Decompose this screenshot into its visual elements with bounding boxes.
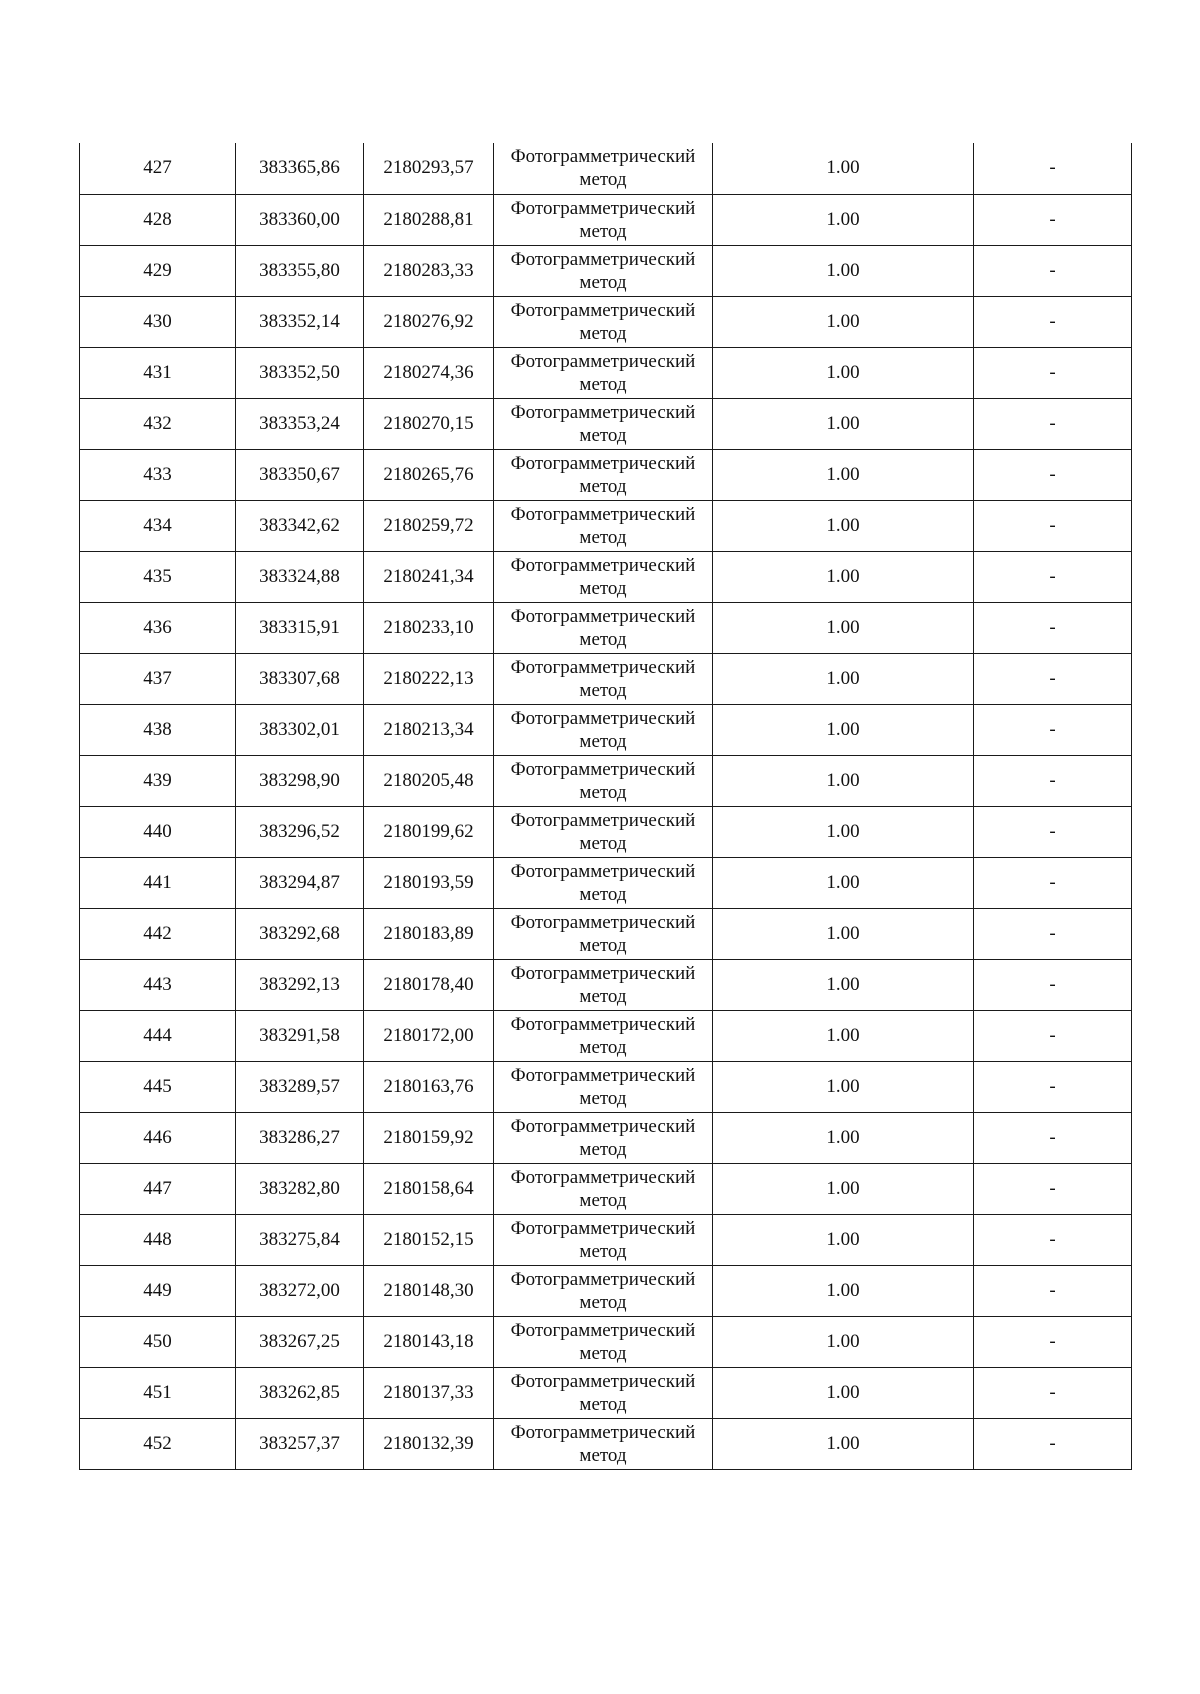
x-coordinate-cell: 383292,13 — [236, 959, 364, 1010]
y-coordinate-cell: 2180183,89 — [364, 908, 494, 959]
y-coordinate-cell: 2180152,15 — [364, 1214, 494, 1265]
accuracy-cell: 1.00 — [713, 1265, 974, 1316]
method-cell: Фотограмметрический метод — [494, 296, 713, 347]
method-cell: Фотограмметрический метод — [494, 908, 713, 959]
x-coordinate-cell: 383315,91 — [236, 602, 364, 653]
method-cell: Фотограмметрический метод — [494, 959, 713, 1010]
y-coordinate-cell: 2180241,34 — [364, 551, 494, 602]
y-coordinate-cell: 2180288,81 — [364, 194, 494, 245]
note-cell: - — [974, 653, 1132, 704]
point-number-cell: 443 — [80, 959, 236, 1010]
x-coordinate-cell: 383292,68 — [236, 908, 364, 959]
x-coordinate-cell: 383352,50 — [236, 347, 364, 398]
table-row — [80, 704, 1132, 755]
x-coordinate-cell: 383342,62 — [236, 500, 364, 551]
y-coordinate-cell: 2180163,76 — [364, 1061, 494, 1112]
method-cell: Фотограмметрический метод — [494, 1163, 713, 1214]
table-row — [80, 143, 1132, 194]
x-coordinate-cell: 383267,25 — [236, 1316, 364, 1367]
note-cell: - — [974, 1061, 1132, 1112]
accuracy-cell: 1.00 — [713, 1010, 974, 1061]
point-number-cell: 438 — [80, 704, 236, 755]
y-coordinate-cell: 2180265,76 — [364, 449, 494, 500]
y-coordinate-cell: 2180213,34 — [364, 704, 494, 755]
point-number-cell: 442 — [80, 908, 236, 959]
note-cell: - — [974, 245, 1132, 296]
point-number-cell: 428 — [80, 194, 236, 245]
note-cell: - — [974, 1367, 1132, 1418]
note-cell: - — [974, 1418, 1132, 1469]
method-cell: Фотограмметрический метод — [494, 1265, 713, 1316]
accuracy-cell: 1.00 — [713, 500, 974, 551]
accuracy-cell: 1.00 — [713, 602, 974, 653]
point-number-cell: 427 — [80, 143, 236, 194]
point-number-cell: 429 — [80, 245, 236, 296]
x-coordinate-cell: 383286,27 — [236, 1112, 364, 1163]
note-cell: - — [974, 1112, 1132, 1163]
method-cell: Фотограмметрический метод — [494, 1418, 713, 1469]
accuracy-cell: 1.00 — [713, 857, 974, 908]
table-row — [80, 245, 1132, 296]
x-coordinate-cell: 383275,84 — [236, 1214, 364, 1265]
method-cell: Фотограмметрический метод — [494, 806, 713, 857]
point-number-cell: 445 — [80, 1061, 236, 1112]
point-number-cell: 450 — [80, 1316, 236, 1367]
method-cell: Фотограмметрический метод — [494, 1214, 713, 1265]
table-row — [80, 398, 1132, 449]
method-cell: Фотограмметрический метод — [494, 1010, 713, 1061]
table-row — [80, 1010, 1132, 1061]
accuracy-cell: 1.00 — [713, 1418, 974, 1469]
point-number-cell: 439 — [80, 755, 236, 806]
table-row — [80, 449, 1132, 500]
table-row — [80, 653, 1132, 704]
point-number-cell: 434 — [80, 500, 236, 551]
method-cell: Фотограмметрический метод — [494, 653, 713, 704]
x-coordinate-cell: 383353,24 — [236, 398, 364, 449]
y-coordinate-cell: 2180205,48 — [364, 755, 494, 806]
x-coordinate-cell: 383355,80 — [236, 245, 364, 296]
accuracy-cell: 1.00 — [713, 296, 974, 347]
x-coordinate-cell: 383365,86 — [236, 143, 364, 194]
table-row — [80, 1367, 1132, 1418]
y-coordinate-cell: 2180293,57 — [364, 143, 494, 194]
note-cell: - — [974, 1163, 1132, 1214]
accuracy-cell: 1.00 — [713, 653, 974, 704]
accuracy-cell: 1.00 — [713, 1163, 974, 1214]
x-coordinate-cell: 383262,85 — [236, 1367, 364, 1418]
point-number-cell: 446 — [80, 1112, 236, 1163]
table-row — [80, 500, 1132, 551]
point-number-cell: 441 — [80, 857, 236, 908]
table-row — [80, 959, 1132, 1010]
x-coordinate-cell: 383291,58 — [236, 1010, 364, 1061]
method-cell: Фотограмметрический метод — [494, 551, 713, 602]
note-cell: - — [974, 704, 1132, 755]
note-cell: - — [974, 602, 1132, 653]
table-row — [80, 857, 1132, 908]
accuracy-cell: 1.00 — [713, 959, 974, 1010]
note-cell: - — [974, 959, 1132, 1010]
x-coordinate-cell: 383272,00 — [236, 1265, 364, 1316]
method-cell: Фотограмметрический метод — [494, 398, 713, 449]
point-number-cell: 449 — [80, 1265, 236, 1316]
y-coordinate-cell: 2180193,59 — [364, 857, 494, 908]
note-cell: - — [974, 1316, 1132, 1367]
method-cell: Фотограмметрический метод — [494, 1061, 713, 1112]
note-cell: - — [974, 296, 1132, 347]
coordinates-table-body — [80, 143, 1132, 1469]
note-cell: - — [974, 194, 1132, 245]
table-row — [80, 1418, 1132, 1469]
coordinates-table — [79, 143, 1132, 1470]
method-cell: Фотограмметрический метод — [494, 449, 713, 500]
y-coordinate-cell: 2180158,64 — [364, 1163, 494, 1214]
point-number-cell: 448 — [80, 1214, 236, 1265]
point-number-cell: 432 — [80, 398, 236, 449]
accuracy-cell: 1.00 — [713, 1367, 974, 1418]
y-coordinate-cell: 2180199,62 — [364, 806, 494, 857]
method-cell: Фотограмметрический метод — [494, 500, 713, 551]
point-number-cell: 452 — [80, 1418, 236, 1469]
point-number-cell: 431 — [80, 347, 236, 398]
y-coordinate-cell: 2180276,92 — [364, 296, 494, 347]
method-cell: Фотограмметрический метод — [494, 1316, 713, 1367]
note-cell: - — [974, 1010, 1132, 1061]
accuracy-cell: 1.00 — [713, 1061, 974, 1112]
y-coordinate-cell: 2180143,18 — [364, 1316, 494, 1367]
table-row — [80, 1163, 1132, 1214]
y-coordinate-cell: 2180148,30 — [364, 1265, 494, 1316]
y-coordinate-cell: 2180259,72 — [364, 500, 494, 551]
note-cell: - — [974, 755, 1132, 806]
x-coordinate-cell: 383360,00 — [236, 194, 364, 245]
x-coordinate-cell: 383302,01 — [236, 704, 364, 755]
accuracy-cell: 1.00 — [713, 908, 974, 959]
note-cell: - — [974, 500, 1132, 551]
accuracy-cell: 1.00 — [713, 347, 974, 398]
point-number-cell: 430 — [80, 296, 236, 347]
table-row — [80, 602, 1132, 653]
table-row — [80, 1214, 1132, 1265]
note-cell: - — [974, 398, 1132, 449]
method-cell: Фотограмметрический метод — [494, 704, 713, 755]
method-cell: Фотограмметрический метод — [494, 347, 713, 398]
table-row — [80, 1316, 1132, 1367]
method-cell: Фотограмметрический метод — [494, 194, 713, 245]
point-number-cell: 433 — [80, 449, 236, 500]
y-coordinate-cell: 2180178,40 — [364, 959, 494, 1010]
point-number-cell: 440 — [80, 806, 236, 857]
table-row — [80, 347, 1132, 398]
y-coordinate-cell: 2180274,36 — [364, 347, 494, 398]
accuracy-cell: 1.00 — [713, 704, 974, 755]
table-row — [80, 1061, 1132, 1112]
table-row — [80, 806, 1132, 857]
y-coordinate-cell: 2180137,33 — [364, 1367, 494, 1418]
point-number-cell: 451 — [80, 1367, 236, 1418]
method-cell: Фотограмметрический метод — [494, 602, 713, 653]
method-cell: Фотограмметрический метод — [494, 857, 713, 908]
y-coordinate-cell: 2180172,00 — [364, 1010, 494, 1061]
point-number-cell: 437 — [80, 653, 236, 704]
y-coordinate-cell: 2180159,92 — [364, 1112, 494, 1163]
y-coordinate-cell: 2180270,15 — [364, 398, 494, 449]
x-coordinate-cell: 383289,57 — [236, 1061, 364, 1112]
method-cell: Фотограмметрический метод — [494, 245, 713, 296]
note-cell: - — [974, 551, 1132, 602]
accuracy-cell: 1.00 — [713, 1214, 974, 1265]
note-cell: - — [974, 347, 1132, 398]
table-row — [80, 1112, 1132, 1163]
accuracy-cell: 1.00 — [713, 806, 974, 857]
x-coordinate-cell: 383296,52 — [236, 806, 364, 857]
point-number-cell: 435 — [80, 551, 236, 602]
x-coordinate-cell: 383282,80 — [236, 1163, 364, 1214]
x-coordinate-cell: 383257,37 — [236, 1418, 364, 1469]
note-cell: - — [974, 143, 1132, 194]
accuracy-cell: 1.00 — [713, 1316, 974, 1367]
method-cell: Фотограмметрический метод — [494, 1112, 713, 1163]
x-coordinate-cell: 383324,88 — [236, 551, 364, 602]
x-coordinate-cell: 383294,87 — [236, 857, 364, 908]
method-cell: Фотограмметрический метод — [494, 755, 713, 806]
x-coordinate-cell: 383307,68 — [236, 653, 364, 704]
accuracy-cell: 1.00 — [713, 245, 974, 296]
note-cell: - — [974, 1265, 1132, 1316]
x-coordinate-cell: 383350,67 — [236, 449, 364, 500]
table-row — [80, 1265, 1132, 1316]
accuracy-cell: 1.00 — [713, 398, 974, 449]
note-cell: - — [974, 806, 1132, 857]
table-row — [80, 908, 1132, 959]
method-cell: Фотограмметрический метод — [494, 1367, 713, 1418]
accuracy-cell: 1.00 — [713, 551, 974, 602]
note-cell: - — [974, 449, 1132, 500]
table-row — [80, 296, 1132, 347]
accuracy-cell: 1.00 — [713, 143, 974, 194]
y-coordinate-cell: 2180132,39 — [364, 1418, 494, 1469]
note-cell: - — [974, 908, 1132, 959]
table-row — [80, 551, 1132, 602]
note-cell: - — [974, 1214, 1132, 1265]
point-number-cell: 444 — [80, 1010, 236, 1061]
y-coordinate-cell: 2180233,10 — [364, 602, 494, 653]
accuracy-cell: 1.00 — [713, 449, 974, 500]
y-coordinate-cell: 2180222,13 — [364, 653, 494, 704]
accuracy-cell: 1.00 — [713, 755, 974, 806]
accuracy-cell: 1.00 — [713, 194, 974, 245]
note-cell: - — [974, 857, 1132, 908]
point-number-cell: 436 — [80, 602, 236, 653]
y-coordinate-cell: 2180283,33 — [364, 245, 494, 296]
table-row — [80, 194, 1132, 245]
accuracy-cell: 1.00 — [713, 1112, 974, 1163]
table-row — [80, 755, 1132, 806]
x-coordinate-cell: 383298,90 — [236, 755, 364, 806]
x-coordinate-cell: 383352,14 — [236, 296, 364, 347]
method-cell: Фотограмметрический метод — [494, 143, 713, 194]
point-number-cell: 447 — [80, 1163, 236, 1214]
